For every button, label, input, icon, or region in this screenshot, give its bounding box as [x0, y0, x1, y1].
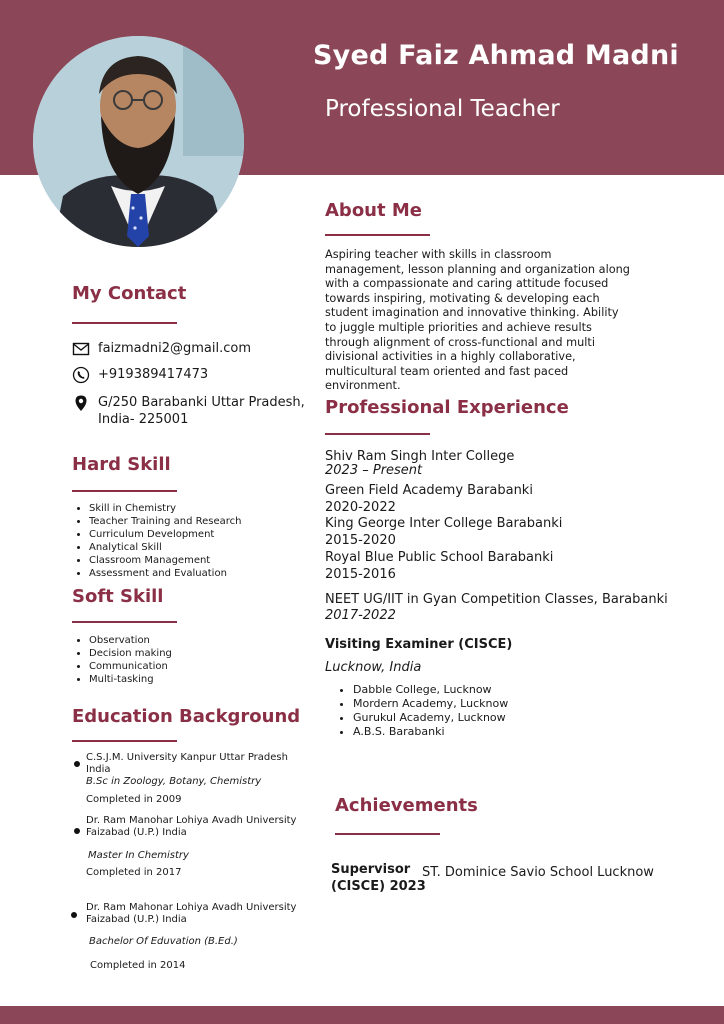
education-institution: Dr. Ram Mahonar Lohiya Avadh University	[86, 902, 297, 913]
bullet-dot	[71, 912, 77, 918]
job-place: NEET UG/IIT in Gyan Competition Classes, Barabanki	[325, 592, 668, 607]
list-item: • Gurukul Academy, Lucknow	[353, 711, 508, 725]
job-years: 2020-2022	[325, 500, 396, 515]
job-years: 2023 – Present	[325, 463, 423, 478]
examiner-location: Lucknow, India	[325, 660, 422, 675]
envelope-icon	[72, 340, 90, 358]
job-place: King George Inter College Barabanki	[325, 516, 563, 531]
hard-skill-rule	[72, 490, 177, 492]
contact-phone	[72, 366, 208, 384]
education-degree: Master In Chemistry	[88, 850, 189, 861]
phone-text[interactable]: +919389417473	[98, 367, 209, 382]
footer-bar	[0, 1006, 724, 1024]
education-completed: Completed in 2017	[86, 867, 182, 878]
list-item: • Multi-tasking	[89, 673, 172, 686]
job-years: 2015-2016	[325, 567, 396, 582]
about-heading: About Me	[325, 200, 422, 221]
contact-heading: My Contact	[72, 283, 187, 304]
address-line-2: India- 225001	[98, 412, 189, 427]
list-item: • Assessment and Evaluation	[89, 567, 241, 580]
education-rule	[72, 740, 177, 742]
education-location: India	[86, 764, 111, 775]
bullet-dot	[74, 828, 80, 834]
email-text[interactable]: faizmadni2@gmail.com	[98, 341, 251, 356]
address-line-1: G/250 Barabanki Uttar Pradesh,	[98, 395, 305, 410]
contact-email	[72, 340, 251, 358]
achievements-rule	[335, 833, 440, 835]
list-item: • Skill in Chemistry	[89, 502, 241, 515]
phone-icon	[72, 366, 90, 384]
candidate-name: Syed Faiz Ahmad Madni	[313, 40, 679, 71]
hard-skill-heading: Hard Skill	[72, 454, 171, 475]
job-years: 2015-2020	[325, 533, 396, 548]
education-location: Faizabad (U.P.) India	[86, 827, 187, 838]
address-text	[98, 394, 305, 428]
candidate-role: Professional Teacher	[325, 96, 560, 122]
list-item: • Teacher Training and Research	[89, 515, 241, 528]
examiner-list	[337, 683, 508, 739]
achievement-role-line-1: Supervisor	[331, 862, 411, 877]
education-location: Faizabad (U.P.) India	[86, 914, 187, 925]
job-years: 2017-2022	[325, 608, 396, 623]
bullet-dot	[74, 761, 80, 767]
list-item: • Analytical Skill	[89, 541, 241, 554]
list-item: • Observation	[89, 634, 172, 647]
education-completed: Completed in 2009	[86, 794, 182, 805]
soft-skill-heading: Soft Skill	[72, 586, 164, 607]
about-text: Aspiring teacher with skills in classroom management, lesson planning and organization along with a compassionate and caring attitude focused towards inspiring, motivating & developing each student imagination and innovative thinking. Ability to juggle multiple priorities and achieve results through alignment of cross-functional and multi divisional activities in a highly collaborative, multicultural team oriented and fast paced environment.	[325, 248, 630, 393]
education-institution: C.S.J.M. University Kanpur Uttar Pradesh	[86, 752, 288, 763]
map-pin-icon	[72, 394, 90, 412]
about-rule	[325, 234, 430, 236]
examiner-title: Visiting Examiner (CISCE)	[325, 637, 513, 652]
job-place: Royal Blue Public School Barabanki	[325, 550, 554, 565]
list-item: • A.B.S. Barabanki	[353, 725, 508, 739]
experience-rule	[325, 433, 430, 435]
list-item: • Communication	[89, 660, 172, 673]
experience-heading: Professional Experience	[325, 397, 569, 418]
list-item: • Mordern Academy, Lucknow	[353, 697, 508, 711]
achievements-heading: Achievements	[335, 795, 478, 816]
contact-address	[72, 394, 305, 428]
profile-photo	[33, 36, 244, 247]
profile-photo-illustration	[33, 36, 244, 247]
soft-skill-list	[73, 634, 172, 686]
list-item: • Dabble College, Lucknow	[353, 683, 508, 697]
achievement-place: ST. Dominice Savio School Lucknow	[422, 865, 654, 880]
contact-rule	[72, 322, 177, 324]
education-institution: Dr. Ram Manohar Lohiya Avadh University	[86, 815, 297, 826]
job-place: Shiv Ram Singh Inter College	[325, 449, 515, 464]
soft-skill-rule	[72, 621, 177, 623]
education-completed: Completed in 2014	[90, 960, 186, 971]
education-heading: Education Background	[72, 706, 301, 727]
achievement-role-line-2: (CISCE) 2023	[331, 879, 426, 894]
list-item: • Curriculum Development	[89, 528, 241, 541]
job-place: Green Field Academy Barabanki	[325, 483, 533, 498]
hard-skill-list	[73, 502, 241, 580]
education-degree: Bachelor Of Eduvation (B.Ed.)	[89, 936, 238, 947]
list-item: • Decision making	[89, 647, 172, 660]
education-degree: B.Sc in Zoology, Botany, Chemistry	[86, 776, 262, 787]
list-item: • Classroom Management	[89, 554, 241, 567]
